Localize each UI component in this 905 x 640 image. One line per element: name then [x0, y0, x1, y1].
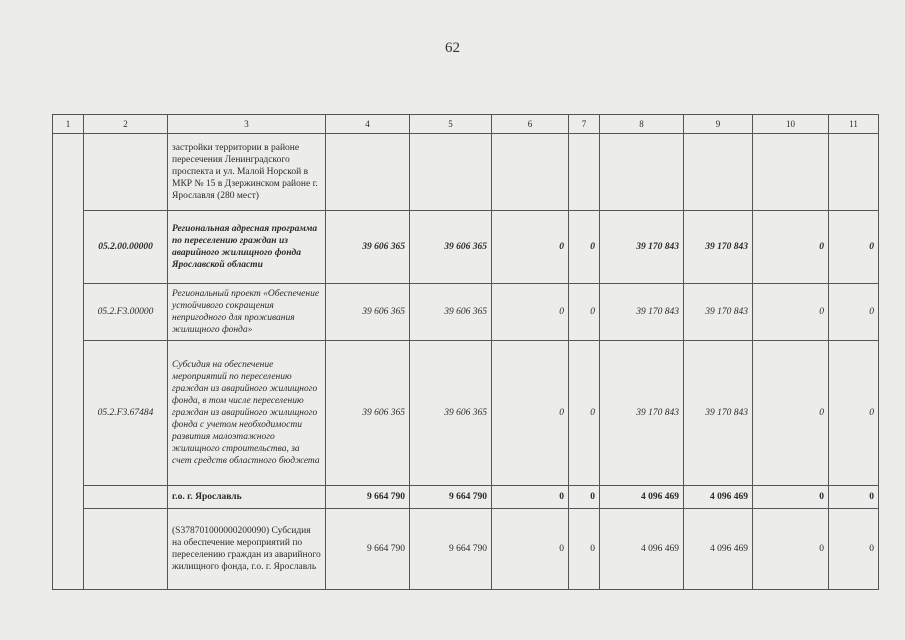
table-cell-col-7: [569, 134, 600, 211]
table-cell-col-9: 4 096 469: [684, 486, 753, 509]
table-cell-col-7: 0: [569, 211, 600, 284]
table-row: [53, 284, 879, 341]
table-cell-col-8: 4 096 469: [600, 509, 684, 590]
table-cell-col-6: 0: [492, 486, 569, 509]
table-cell-col-6: [492, 134, 569, 211]
table-cell-col-4: [326, 134, 410, 211]
table-cell-col-2: 05.2.F3.00000: [84, 284, 168, 341]
column-header-2: 2: [84, 115, 168, 134]
table-cell-col-10: [753, 134, 829, 211]
table-cell-col-8: 39 170 843: [600, 211, 684, 284]
table-row: [53, 509, 879, 590]
table-cell-col-6: 0: [492, 509, 569, 590]
table-cell-col-3: г.о. г. Ярославль: [168, 486, 326, 509]
table-cell-col-7: 0: [569, 284, 600, 341]
table-cell-col-10: 0: [753, 284, 829, 341]
table-cell-col-11: 0: [829, 486, 879, 509]
table-cell-col-5: 9 664 790: [410, 509, 492, 590]
table-cell-col-4: 9 664 790: [326, 509, 410, 590]
table-cell-col-5: [410, 134, 492, 211]
table-cell-col-11: 0: [829, 211, 879, 284]
column-header-5: 5: [410, 115, 492, 134]
table-cell-col-8: 4 096 469: [600, 486, 684, 509]
column-header-7: 7: [569, 115, 600, 134]
table-cell-col-2: 05.2.00.00000: [84, 211, 168, 284]
table-cell-col-9: 39 170 843: [684, 211, 753, 284]
table-cell-col-9: 39 170 843: [684, 341, 753, 486]
table-cell-col-9: [684, 134, 753, 211]
table-cell-col-11: 0: [829, 341, 879, 486]
table-cell-col-10: 0: [753, 341, 829, 486]
table-cell-col-6: 0: [492, 284, 569, 341]
column-header-4: 4: [326, 115, 410, 134]
column-header-9: 9: [684, 115, 753, 134]
table-cell-col-11: [829, 134, 879, 211]
table-cell-col-3: (S378701000000200090) Субсидия на обеспечение мероприятий по переселению граждан из аварийного жилищного фонда, г.о. г. Ярославль: [168, 509, 326, 590]
table-cell-col-5: 39 606 365: [410, 284, 492, 341]
table-cell-col-8: 39 170 843: [600, 284, 684, 341]
table-cell-col-11: 0: [829, 284, 879, 341]
table-cell-col-8: 39 170 843: [600, 341, 684, 486]
budget-table: [52, 114, 879, 590]
table-cell-col-2: [84, 134, 168, 211]
table-cell-col-3: Субсидия на обеспечение мероприятий по переселению граждан из аварийного жилищного фонда, в том числе переселению граждан из аварийного жилищного фонда с учетом необходимости развития малоэтажного жилищного строительства, за счет средств областного бюджета: [168, 341, 326, 486]
table-cell-col-10: 0: [753, 211, 829, 284]
table-cell-col-4: 39 606 365: [326, 284, 410, 341]
table-cell-col-2: 05.2.F3.67484: [84, 341, 168, 486]
table-row: [53, 211, 879, 284]
table-cell-col-2: [84, 486, 168, 509]
table-cell-col-8: [600, 134, 684, 211]
table-cell-col-9: 39 170 843: [684, 284, 753, 341]
column-header-3: 3: [168, 115, 326, 134]
table-cell-col-5: 9 664 790: [410, 486, 492, 509]
table-cell-col-4: 9 664 790: [326, 486, 410, 509]
table-cell-col-7: 0: [569, 341, 600, 486]
table-cell-col-11: 0: [829, 509, 879, 590]
column-header-1: 1: [53, 115, 84, 134]
table-row: [53, 341, 879, 486]
table-cell-col-4: 39 606 365: [326, 341, 410, 486]
table-cell-col-10: 0: [753, 509, 829, 590]
table-row: [53, 134, 879, 211]
table-cell-col-5: 39 606 365: [410, 211, 492, 284]
header-row: [53, 115, 879, 134]
column-header-10: 10: [753, 115, 829, 134]
column-header-6: 6: [492, 115, 569, 134]
table-cell-col-6: 0: [492, 211, 569, 284]
table-cell-col-3: Региональный проект «Обеспечение устойчивого сокращения непригодного для проживания жилищного фонда»: [168, 284, 326, 341]
column-header-11: 11: [829, 115, 879, 134]
merged-index-cell: [53, 134, 84, 590]
table-cell-col-3: застройки территории в районе пересечения Ленинградского проспекта и ул. Малой Норской в МКР № 15 в Дзержинском районе г. Ярославля (280 мест): [168, 134, 326, 211]
table-cell-col-3: Региональная адресная программа по переселению граждан из аварийного жилищного фонда Ярославской области: [168, 211, 326, 284]
table-cell-col-5: 39 606 365: [410, 341, 492, 486]
table-cell-col-7: 0: [569, 486, 600, 509]
table-row: [53, 486, 879, 509]
page-number: 62: [445, 40, 460, 56]
table-cell-col-6: 0: [492, 341, 569, 486]
table-cell-col-2: [84, 509, 168, 590]
table-cell-col-9: 4 096 469: [684, 509, 753, 590]
table-cell-col-10: 0: [753, 486, 829, 509]
table-cell-col-4: 39 606 365: [326, 211, 410, 284]
table-cell-col-7: 0: [569, 509, 600, 590]
column-header-8: 8: [600, 115, 684, 134]
